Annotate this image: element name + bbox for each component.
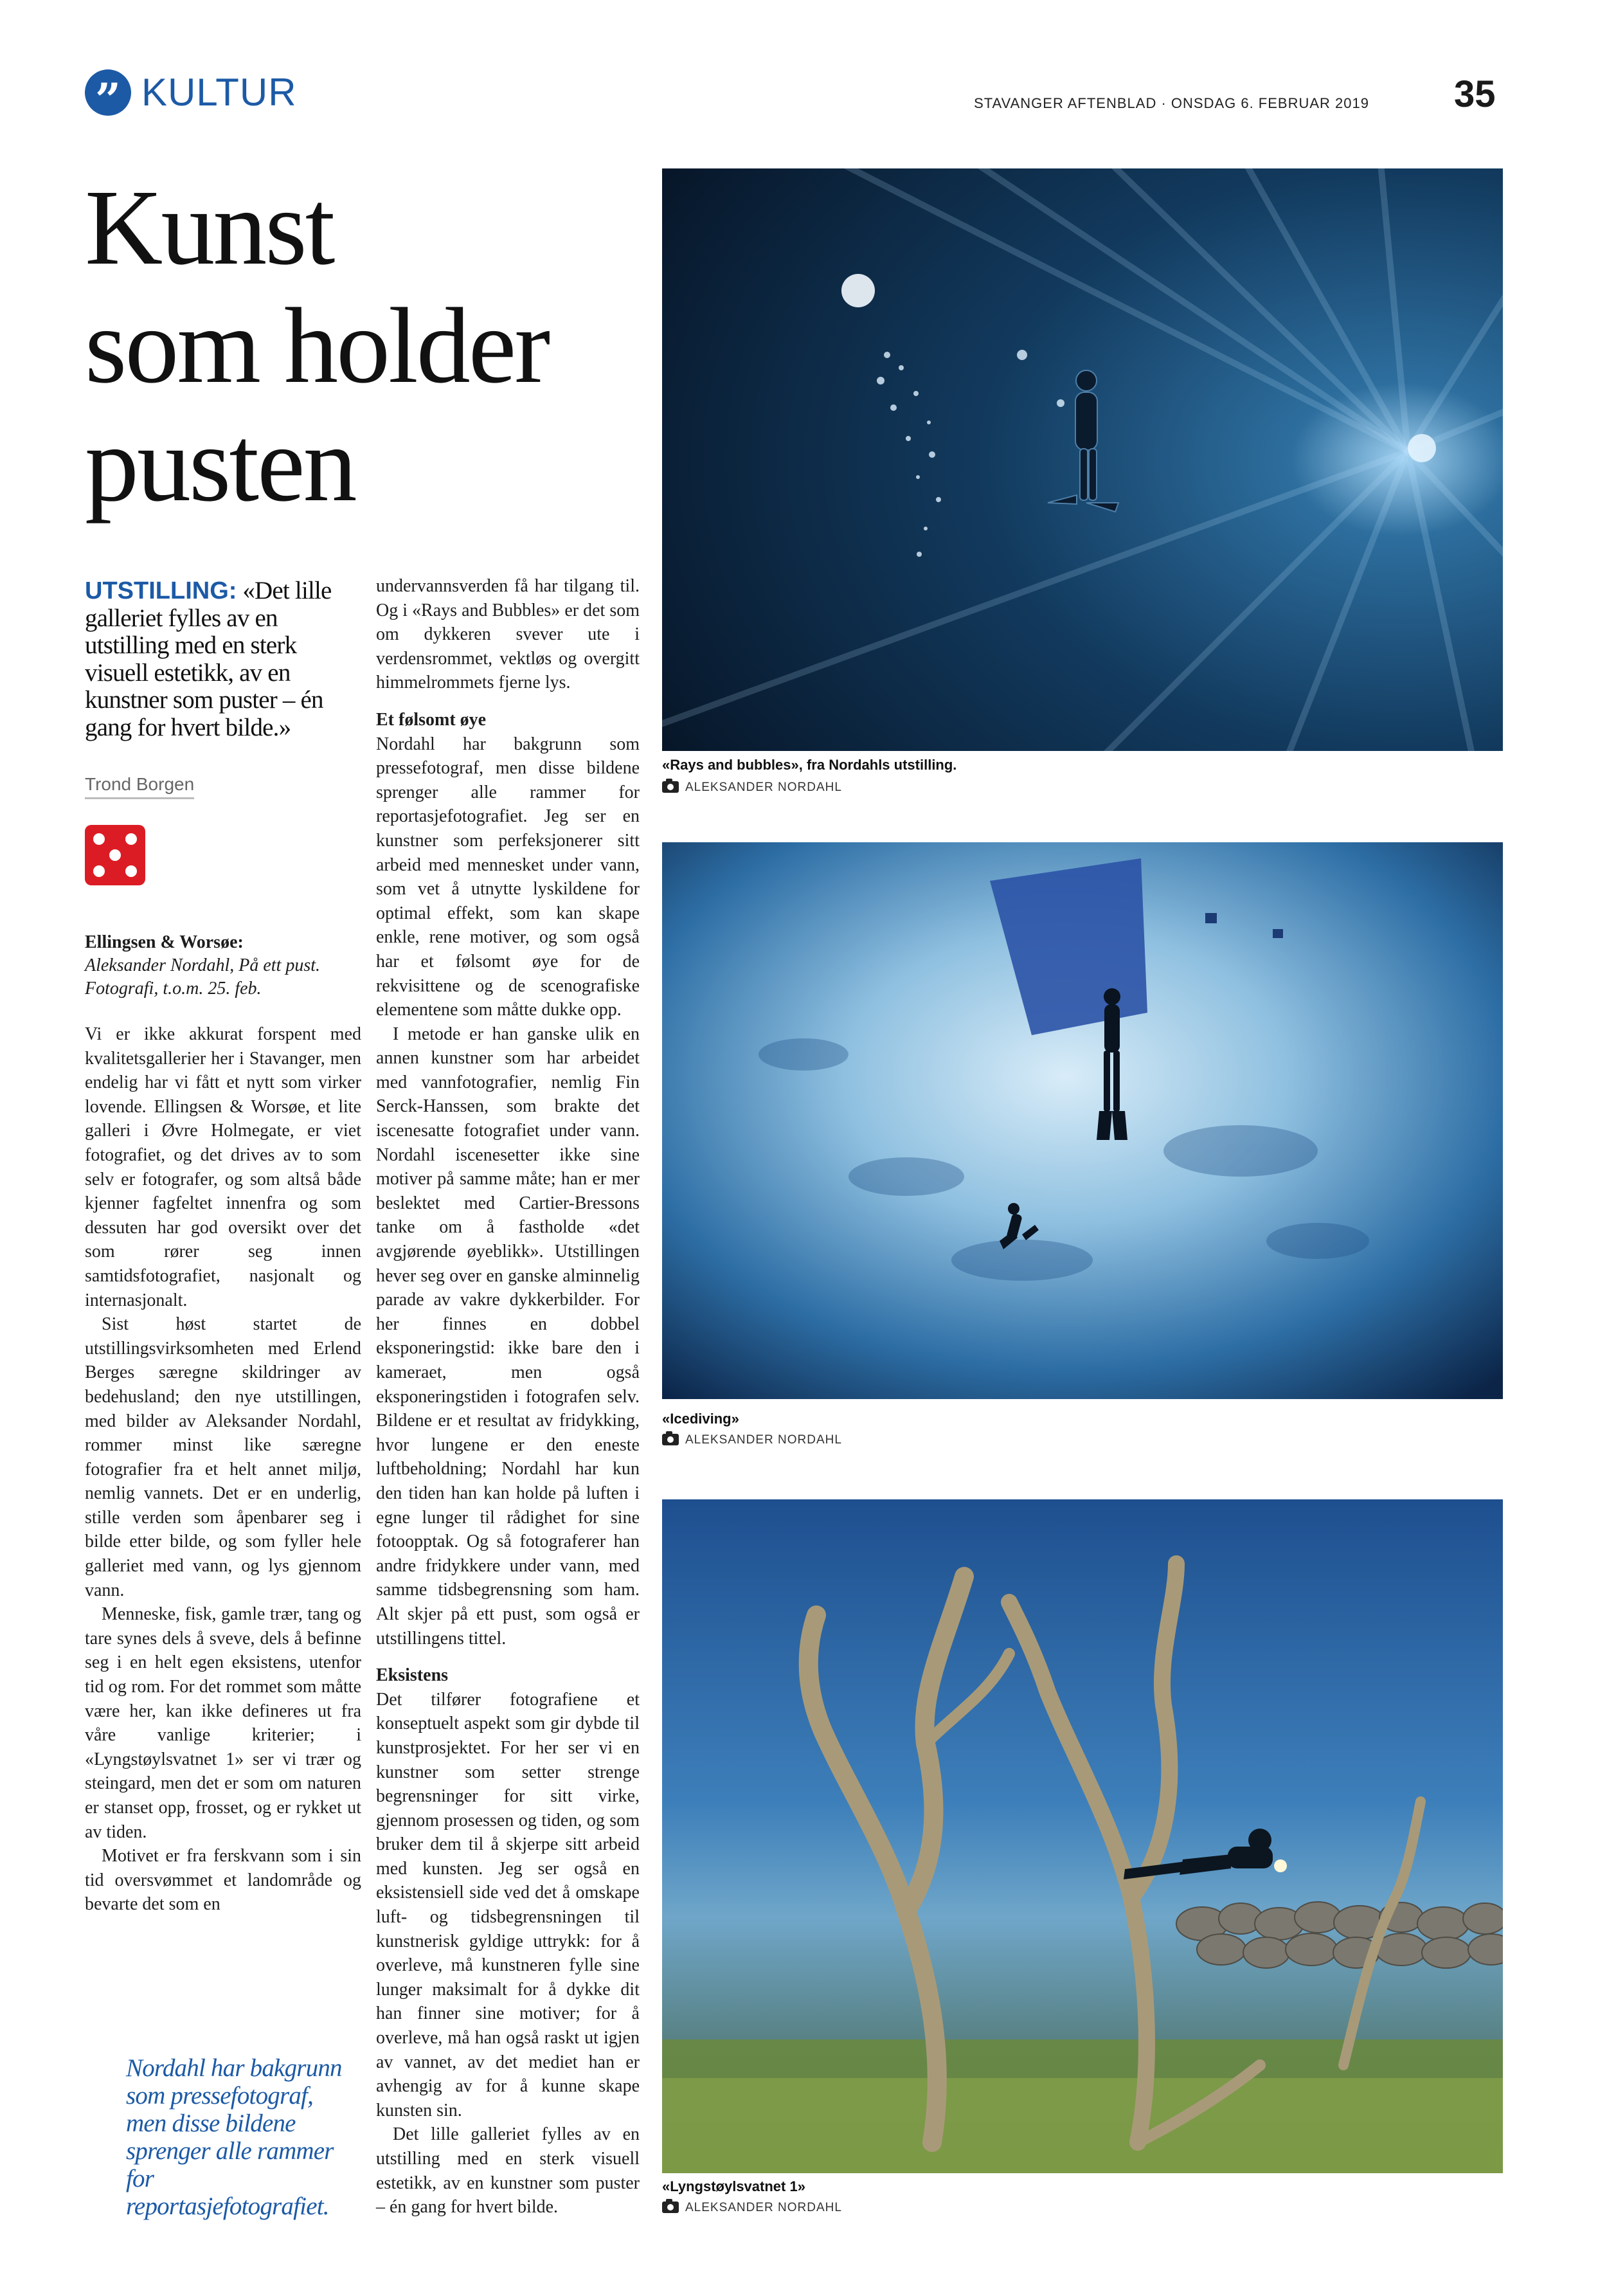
body-paragraph: I metode er han ganske ulik en annen kunstner som har arbeidet med vannfotografier, nemlig Fin Serck-Hanssen, som brakte det iscenesatte fotografiet under vann. Nordahl iscenesetter ikke sine motiver på samme måte; han er mer beslektet med Cartier-Bressons tanke om å fastholde «det avgjørende øyeblikk». Utstillingen hever seg over en ganske alminnelig parade av vakre dykkerbilder. For her finnes en dobbel eksponeringstid: ikke bare den i kameraet, men også eksponeringstiden i fotografen selv. Bildene er et resultat av fridykking, hvor lungene er den eneste luftbeholdning; Nordahl har kun den tiden han kan holde på luften i egne lunger til rådighet for sine fotoopptak. Og så fotograferer han andre fridykkere under vann, med samme tidsbegrensning som ham. Alt skjer på ett pust, som også er utstillingens tittel. — [376, 1024, 640, 1649]
article-column-2 — [376, 574, 640, 2219]
body-paragraph: Sist høst startet de utstillingsvirksomheten med Erlend Berges særegne skildringer av bedehusland; den nye utstillingen, med bilder av Aleksander Nordahl, rommer minst like særegne fotografier fra et helt annet miljø, nemlig vannets. Det er en underlig, stille verden som åpenbarer seg i bilde etter bilde, og som fyller hele galleriet med vann, og lys gjennom vann. — [85, 1314, 361, 1600]
camera-icon — [662, 781, 679, 793]
facts-details: Aleksander Nordahl, På ett pust. Fotografi, t.o.m. 25. feb. — [85, 955, 321, 999]
quote-icon: ” — [85, 69, 131, 116]
rays-photo-illustration — [662, 168, 1503, 751]
body-paragraph: Vi er ikke akkurat forspent med kvalitetsgallerier her i Stavanger, men endelig har vi fått et nytt som virker lovende. Ellingsen & Worsøe, et lite galleri i Øvre Holmegate, er viet fotografiet, og det drives av to som selv er fotografer, og som altså både kjenner fagfeltet innenfra og som dessuten har god oversikt over det som rører seg innen samtidsfotografiet, nasjonalt og internasjonalt. — [85, 1024, 361, 1310]
photo-credit — [662, 2200, 842, 2216]
lead-kicker: UTSTILLING: — [85, 577, 237, 604]
credit-name: ALEKSANDER NORDAHL — [685, 1433, 842, 1447]
credit-name: ALEKSANDER NORDAHL — [685, 781, 842, 794]
body-paragraph: Det lille galleriet fylles av en utstilling med en sterk visuell estetikk, av en kunstner som puster – én gang for hvert bilde. — [376, 2124, 640, 2218]
byline[interactable]: Trond Borgen — [85, 773, 194, 799]
die-pip — [125, 865, 137, 877]
article-column-1 — [85, 1022, 361, 1917]
subheading: Et følsomt øye — [376, 709, 487, 730]
pull-quote: Nordahl har bakgrunn som pressefotograf, men disse bildene sprenger alle rammer for reportasjefotografiet. — [126, 2054, 342, 2220]
lyngstoylsvatnet-photo-illustration — [662, 1499, 1503, 2173]
photo-caption: «Rays and bubbles», fra Nordahls utstilling. — [662, 757, 957, 773]
subheading: Eksistens — [376, 1665, 449, 1686]
die-pip — [125, 833, 137, 845]
die-five-icon — [85, 825, 145, 885]
photo-lyngstoylsvatnet[interactable] — [662, 1499, 1503, 2173]
lead-text: «Det lille galleriet fylles av en utstilling med en sterk visuell estetikk, av en kunstner som puster – én gang for hvert bilde.» — [85, 577, 332, 741]
headline-line-2: som holder — [85, 286, 549, 406]
camera-icon — [662, 1434, 679, 1445]
credit-name: ALEKSANDER NORDAHL — [685, 2201, 842, 2214]
lead-paragraph — [85, 577, 358, 741]
newspaper-meta: STAVANGER AFTENBLAD · ONSDAG 6. FEBRUAR 2019 — [974, 95, 1369, 111]
die-pip — [93, 865, 105, 877]
photo-rays-and-bubbles[interactable] — [662, 168, 1503, 751]
body-paragraph: Motivet er fra ferskvann som i sin tid oversvømmet et landområde og bevarte det som en — [85, 1846, 361, 1915]
icediving-photo-illustration — [662, 842, 1503, 1399]
body-paragraph: Nordahl har bakgrunn som pressefotograf, men disse bildene sprenger alle rammer for reportasjefotografiet. Jeg ser en kunstner som perfeksjonerer sitt arbeid med mennesket under vann, som vet å utnytte lyskildene for optimal effekt, som kan skape enkle, rene motiver, og som også har et følsomt øye for de rekvisittene og de scenografiske elementene som måtte dukke opp. — [376, 734, 640, 1020]
die-pip — [109, 849, 121, 861]
camera-icon — [662, 2201, 679, 2213]
exhibition-facts — [85, 931, 361, 1000]
headline-line-1: Kunst — [85, 168, 334, 287]
die-pip — [93, 833, 105, 845]
facts-title: Ellingsen & Worsøe: — [85, 932, 244, 952]
body-paragraph: undervannsverden få har tilgang til. Og i «Rays and Bubbles» er det som om dykkeren svever ute i verdensrommet, vektløs og overgitt himmelrommets fjerne lys. — [376, 576, 640, 693]
headline-line-3: pusten — [85, 404, 355, 524]
photo-credit — [662, 779, 842, 796]
photo-caption: «Lyngstøylsvatnet 1» — [662, 2178, 805, 2194]
body-paragraph: Det tilfører fotografiene et konseptuelt aspekt som gir dybde til kunstprosjektet. For her ser vi en kunstner som setter strenge begrensninger for sitt virke, gjennom prosessen og tiden, og som bruker dem til å skjerpe sitt arbeid med kunsten. Jeg ser også en eksistensiell side ved det å omskape luft- og tidsbegrensningen til kunstnerisk gyldige uttrykk: for å overleve, må kunstneren fylle sine lunger maksimalt for å dykke dit han finner sine motiver; for å overleve, må han også raskt ut igjen av vannet, av det mediet han er avhengig av for å kunne skape kunsten sin. — [376, 1689, 640, 2120]
headline — [85, 168, 638, 523]
photo-credit — [662, 1432, 842, 1449]
section-label[interactable]: KULTUR — [141, 71, 297, 114]
photo-icediving[interactable] — [662, 842, 1503, 1399]
photo-caption: «Icediving» — [662, 1411, 739, 1427]
page-number: 35 — [1454, 73, 1496, 115]
body-paragraph: Menneske, fisk, gamle trær, tang og tare synes dels å sveve, dels å befinne seg i en helt egen eksistens, utenfor tid og rom. For det rommet som måtte være her, kan ikke defineres ut fra våre vanlige kriterier; i «Lyngstøylsvatnet 1» ser vi trær og steingard, men det er som om naturen er stanset opp, frosset, og er rykket ut av tiden. — [85, 1604, 361, 1842]
